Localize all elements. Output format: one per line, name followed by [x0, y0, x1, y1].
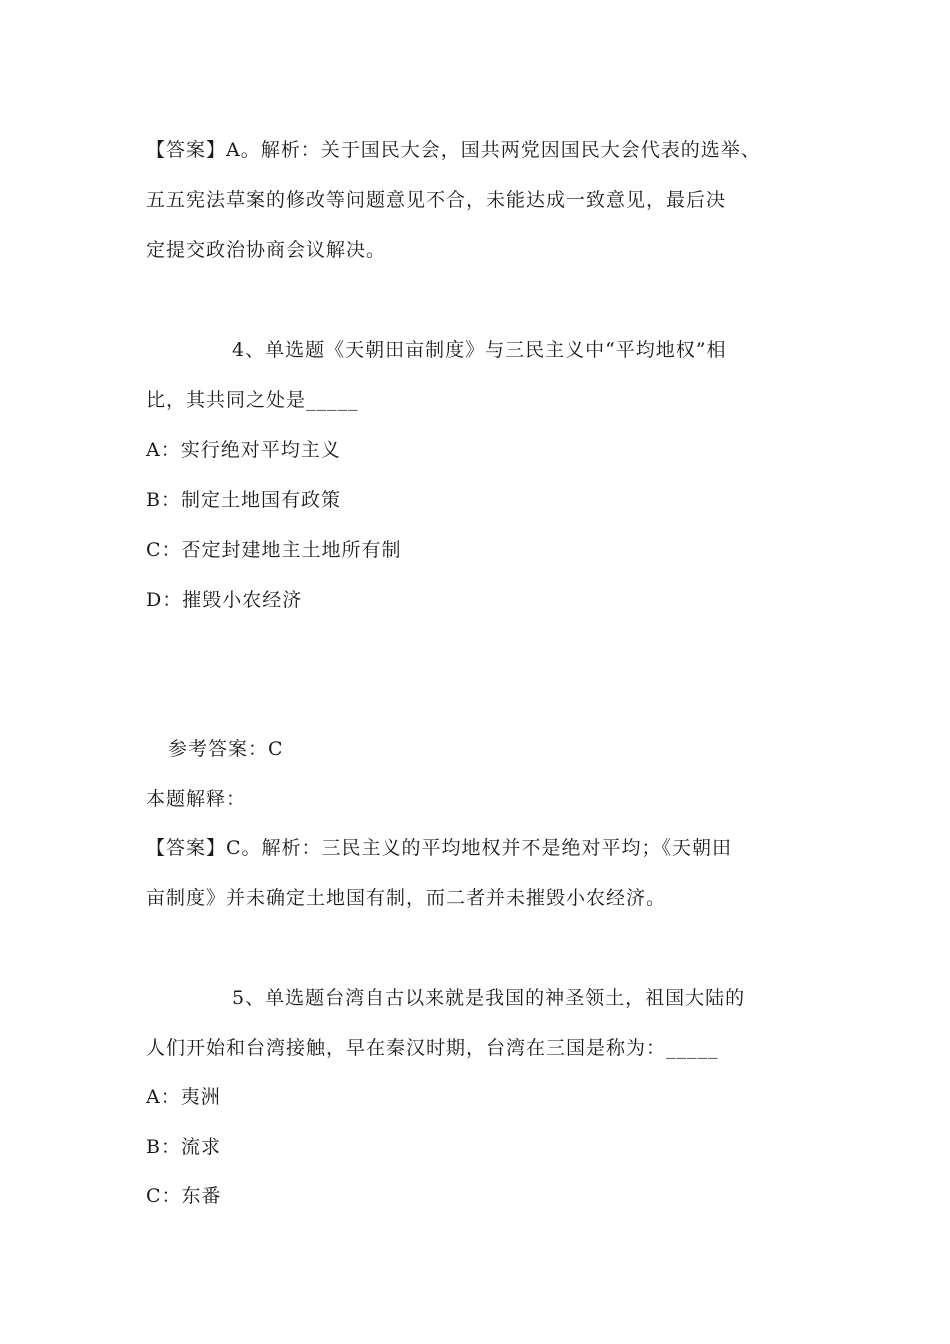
question-4-option-c: C：否定封建地主土地所有制: [146, 539, 402, 561]
question-4-option-d: D：摧毁小农经济: [146, 589, 303, 611]
question-4-option-a: A：实行绝对平均主义: [146, 439, 341, 461]
answer-block-line-3: 定提交政治协商会议解决。: [146, 239, 387, 261]
question-5-stem-line-2: 人们开始和台湾接触，早在秦汉时期，台湾在三国是称为：_____: [146, 1037, 719, 1059]
question-4-stem-line-2: 比，其共同之处是_____: [146, 389, 359, 411]
question-4-stem-line-1: 4、单选题《天朝田亩制度》与三民主义中“平均地权”相: [232, 339, 727, 361]
question-5-option-c: C：东番: [146, 1185, 222, 1207]
answer-block-line-1: 【答案】A。解析：关于国民大会，国共两党因国民大会代表的选举、: [146, 139, 761, 161]
question-5-option-a: A：夷洲: [146, 1086, 221, 1108]
question-4-explanation-title: 本题解释：: [146, 788, 247, 810]
question-4-explanation-line-1: 【答案】C。解析：三民主义的平均地权并不是绝对平均；《天朝田: [146, 837, 733, 859]
question-5-stem-line-1: 5、单选题台湾自古以来就是我国的神圣领土，祖国大陆的: [232, 987, 746, 1009]
question-4-reference-answer: 参考答案：C: [168, 738, 284, 760]
answer-block-line-2: 五五宪法草案的修改等问题意见不合，未能达成一致意见，最后决: [146, 189, 727, 211]
question-4-option-b: B：制定土地国有政策: [146, 489, 341, 511]
question-4-explanation-line-2: 亩制度》并未确定土地国有制，而二者并未摧毁小农经济。: [146, 887, 667, 909]
question-5-option-b: B：流求: [146, 1136, 221, 1158]
